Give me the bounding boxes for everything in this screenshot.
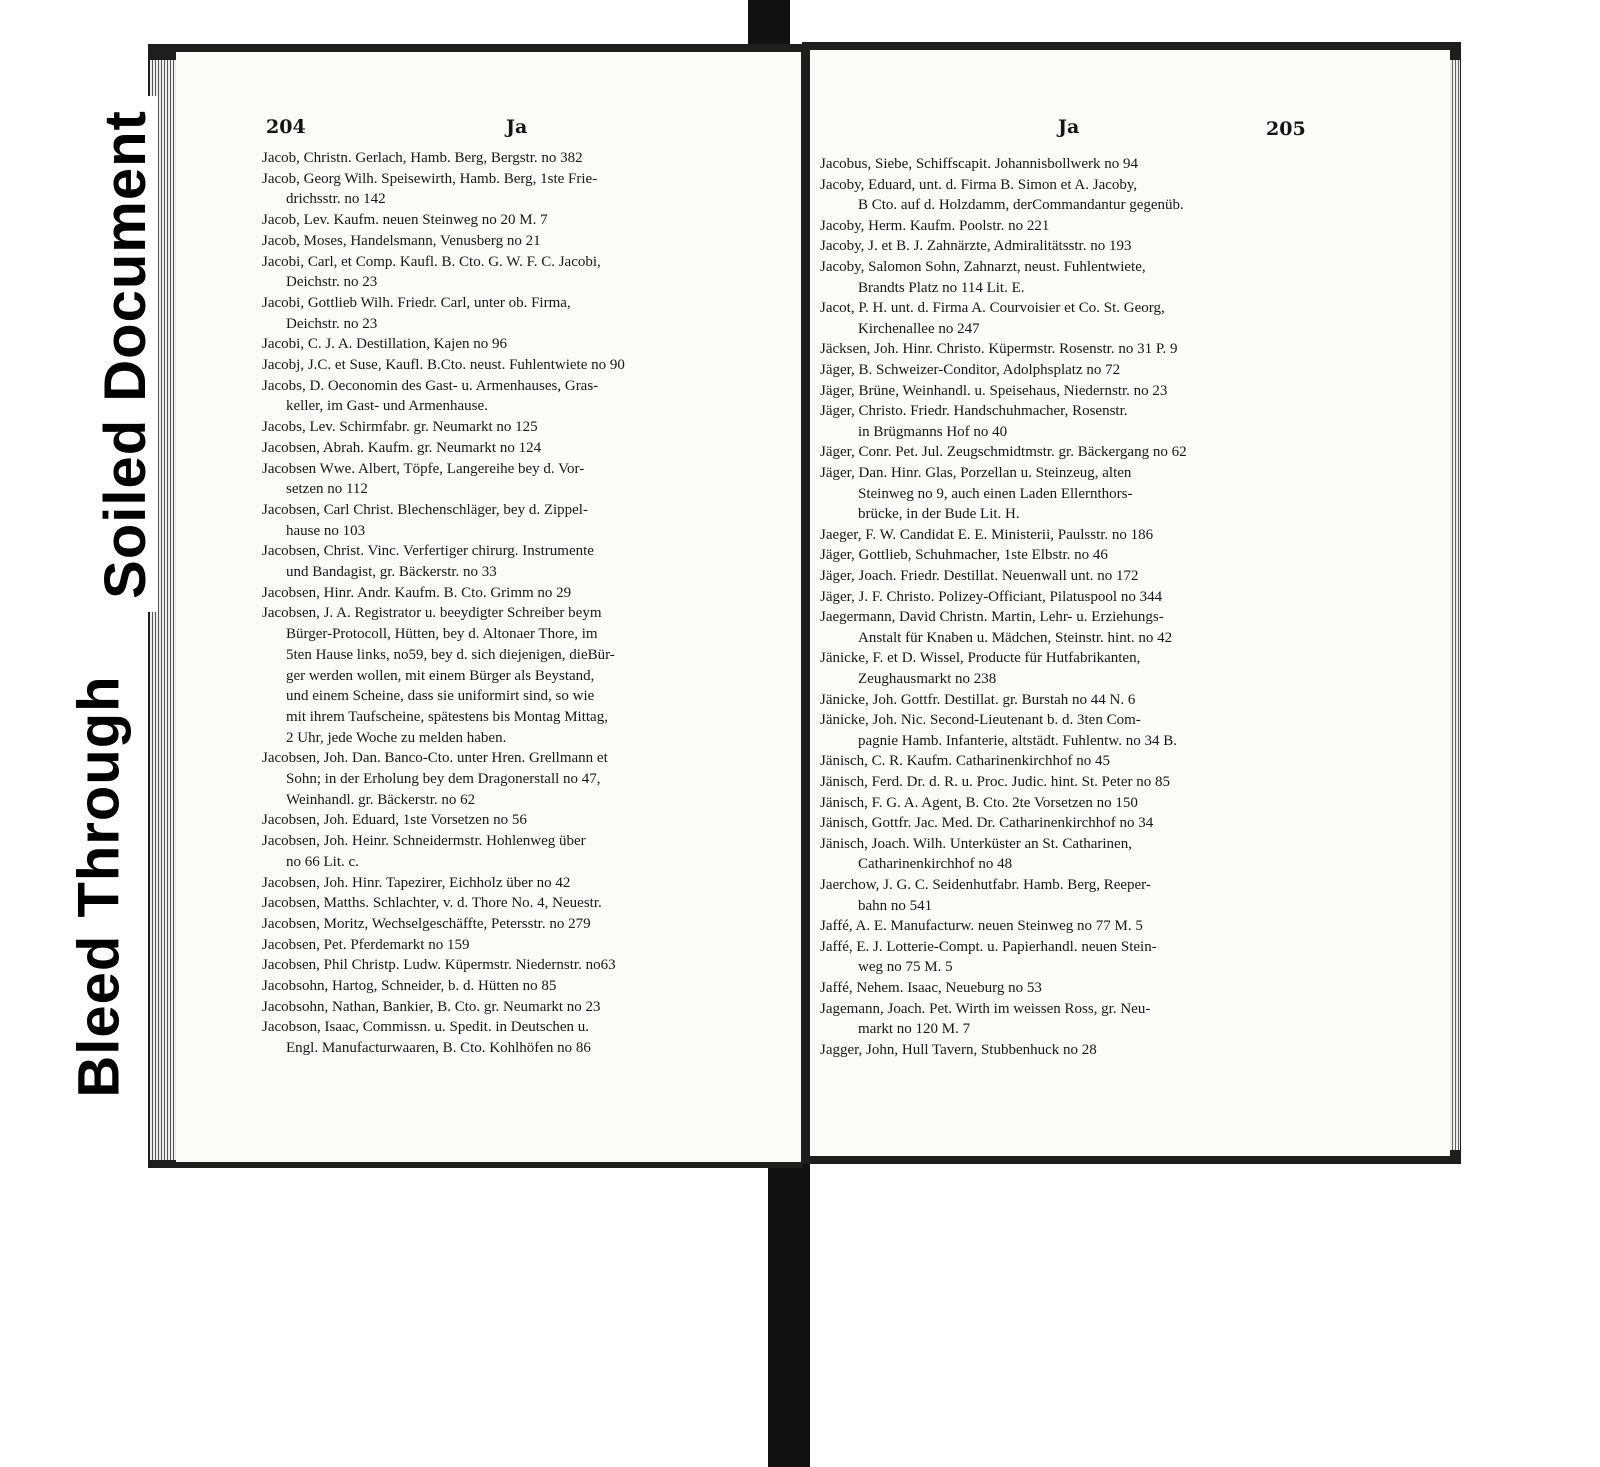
entry-line: Jacobsen, J. A. Registrator u. beeydigter Schreiber beym <box>262 605 602 622</box>
entry-line: Jaffé, E. J. Lotterie-Compt. u. Papierhandl. neuen Stein- <box>820 938 1157 955</box>
entry-line: Jacobsen, Pet. Pferdemarkt no 159 <box>262 936 470 953</box>
entry-line: Jacobsen, Joh. Eduard, 1ste Vorsetzen no 56 <box>262 812 527 829</box>
entry-line: Kirchenallee no 247 <box>858 320 980 337</box>
entry-line: Catharinenkirchhof no 48 <box>858 856 1013 873</box>
entry-line: brücke, in der Bude Lit. H. <box>858 506 1020 523</box>
entry-line: Jacoby, J. et B. J. Zahnärzte, Admiralitätsstr. no 193 <box>820 238 1132 255</box>
entry-line: Jänicke, Joh. Gottfr. Destillat. gr. Burstah no 44 N. 6 <box>820 691 1136 708</box>
entry-line: weg no 75 M. 5 <box>858 959 953 976</box>
entry-line: Jagemann, Joach. Pet. Wirth im weissen Ross, gr. Neu- <box>820 1000 1151 1017</box>
entry-line: Jacobj, J.C. et Suse, Kaufl. B.Cto. neust. Fuhlentwiete no 90 <box>262 357 625 373</box>
entry-line: Jäger, Joach. Friedr. Destillat. Neuenwall unt. no 172 <box>820 568 1139 584</box>
entry-line: Jänisch, Joach. Wilh. Unterküster an St. Catharinen, <box>820 835 1132 852</box>
left-page <box>176 52 801 1162</box>
entry-line: setzen no 112 <box>286 481 368 498</box>
entry-line: Jaegermann, David Christn. Martin, Lehr- u. Erziehungs- <box>820 609 1164 626</box>
entry-line: Jacobsen, Abrah. Kaufm. gr. Neumarkt no 124 <box>262 439 542 456</box>
right-running-head: Ja <box>1058 116 1080 138</box>
soiled-document-label: Soiled Document <box>92 109 158 599</box>
entry-line: Jaerchow, J. G. C. Seidenhutfabr. Hamb. Berg, Reeper- <box>820 877 1151 893</box>
entry-line: Jäger, Dan. Hinr. Glas, Porzellan u. Steinzeug, alten <box>820 465 1132 481</box>
entry-line: Jacobus, Siebe, Schiffscapit. Johannisbollwerk no 94 <box>820 156 1139 172</box>
entry-line: no 66 Lit. c. <box>286 853 359 870</box>
entry-line: drichsstr. no 142 <box>286 191 386 208</box>
entry-line: Jänisch, C. R. Kaufm. Catharinenkirchhof no 45 <box>820 753 1110 770</box>
entry-line: Jacobi, Carl, et Comp. Kaufl. B. Cto. G. W. F. C. Jacobi, <box>262 253 601 270</box>
entry-line: Jacobi, Gottlieb Wilh. Friedr. Carl, unter ob. Firma, <box>262 294 571 311</box>
entry-line: Jacobsohn, Nathan, Bankier, B. Cto. gr. Neumarkt no 23 <box>262 998 601 1015</box>
entry-line: und einem Scheine, dass sie uniformirt sind, so wie <box>286 688 595 705</box>
entry-line: Zeughausmarkt no 238 <box>858 671 997 687</box>
entry-line: B Cto. auf d. Holzdamm, derCommandantur gegenüb. <box>858 197 1184 214</box>
entry-line: Jänisch, Ferd. Dr. d. R. u. Proc. Judic. hint. St. Peter no 85 <box>820 774 1170 790</box>
entry-line: Jacobs, Lev. Schirmfabr. gr. Neumarkt no 125 <box>262 419 538 436</box>
entry-line: Brandts Platz no 114 Lit. E. <box>858 279 1025 296</box>
entry-line: Jänisch, Gottfr. Jac. Med. Dr. Catharinenkirchhof no 34 <box>820 815 1154 832</box>
entry-line: Jacobsen, Matths. Schlachter, v. d. Thore No. 4, Neuestr. <box>262 895 602 912</box>
entry-line: Jacobsen, Joh. Heinr. Schneidermstr. Hohlenweg über <box>262 833 586 850</box>
entry-line: in Brügmanns Hof no 40 <box>858 423 1008 440</box>
entry-line: Jacoby, Salomon Sohn, Zahnarzt, neust. Fuhlentwiete, <box>820 259 1146 275</box>
entry-line: Weinhandl. gr. Bäckerstr. no 62 <box>286 791 476 808</box>
entry-line: Jaffé, A. E. Manufacturw. neuen Steinweg no 77 M. 5 <box>820 918 1143 935</box>
entry-line: Jäger, B. Schweizer-Conditor, Adolphsplatz no 72 <box>820 362 1121 378</box>
entry-line: Jacob, Christn. Gerlach, Hamb. Berg, Bergstr. no 382 <box>262 150 583 166</box>
entry-line: Jacobsen, Joh. Hinr. Tapezirer, Eichholz über no 42 <box>262 874 571 891</box>
entry-line: Jaffé, Nehem. Isaac, Neueburg no 53 <box>820 980 1042 996</box>
entry-line: 2 Uhr, jede Woche zu melden haben. <box>286 729 507 746</box>
entry-line: Jacobsen, Phil Christp. Ludw. Küpermstr. Niedernstr. no63 <box>262 957 616 974</box>
entry-line: Jacobsen, Carl Christ. Blechenschläger, bey d. Zippel- <box>262 501 588 518</box>
entry-line: Steinweg no 9, auch einen Laden Ellernthors- <box>858 485 1133 502</box>
entry-line: Jänicke, Joh. Nic. Second-Lieutenant b. d. 3ten Com- <box>820 712 1141 729</box>
entry-line: Jäger, Christo. Friedr. Handschuhmacher, Rosenstr. <box>820 403 1128 420</box>
entry-line: Jänicke, F. et D. Wissel, Producte für Hutfabrikanten, <box>820 650 1141 667</box>
entry-line: Jäger, Conr. Pet. Jul. Zeugschmidtmstr. gr. Bäckergang no 62 <box>820 444 1187 461</box>
entry-line: Jaeger, F. W. Candidat E. E. Ministerii, Paulsstr. no 186 <box>820 526 1154 543</box>
entry-line: Jagger, John, Hull Tavern, Stubbenhuck no 28 <box>820 1041 1097 1058</box>
entry-line: Jacoby, Eduard, unt. d. Firma B. Simon et A. Jacoby, <box>820 176 1138 193</box>
left-page-number: 204 <box>266 116 306 138</box>
entry-line: Jäger, Brüne, Weinhandl. u. Speisehaus, Niedernstr. no 23 <box>820 382 1168 399</box>
entry-line: Sohn; in der Erholung bey dem Dragonerstall no 47, <box>286 771 601 787</box>
entry-line: Jacob, Moses, Handelsmann, Venusberg no 21 <box>262 232 541 249</box>
bleed-through-label: Bleed Through <box>66 674 132 1098</box>
entry-line: Anstalt für Knaben u. Mädchen, Steinstr. hint. no 42 <box>858 629 1173 646</box>
entry-line: bahn no 541 <box>858 897 933 914</box>
soiled-document-label-box <box>92 96 158 612</box>
entry-line: Jacob, Lev. Kaufm. neuen Steinweg no 20 M. 7 <box>262 212 548 229</box>
entry-line: Jäger, Gottlieb, Schuhmacher, 1ste Elbstr. no 46 <box>820 547 1108 564</box>
entry-line: markt no 120 M. 7 <box>858 1021 971 1038</box>
entry-line: hause no 103 <box>286 522 366 539</box>
entry-line: Jacobi, C. J. A. Destillation, Kajen no 96 <box>262 336 507 353</box>
entry-line: Jacobson, Isaac, Commissn. u. Spedit. in Deutschen u. <box>262 1019 590 1036</box>
entry-line: Jacobsen, Hinr. Andr. Kaufm. B. Cto. Grimm no 29 <box>262 584 572 601</box>
left-running-head: Ja <box>506 116 528 138</box>
entry-line: pagnie Hamb. Infanterie, altstädt. Fuhlentw. no 34 B. <box>858 732 1177 749</box>
entry-line: Jäcksen, Joh. Hinr. Christo. Küpermstr. Rosenstr. no 31 P. 9 <box>820 341 1178 358</box>
entry-line: Jacobs, D. Oeconomin des Gast- u. Armenhauses, Gras- <box>262 377 599 394</box>
bleed-through-label-box <box>64 648 134 1124</box>
entry-line: keller, im Gast- und Armenhause. <box>286 398 488 415</box>
entry-line: Bürger-Protocoll, Hütten, bey d. Altonaer Thore, im <box>286 626 598 643</box>
entry-line: Jacoby, Herm. Kaufm. Poolstr. no 221 <box>820 217 1050 234</box>
entry-line: Engl. Manufacturwaaren, B. Cto. Kohlhöfen no 86 <box>286 1040 591 1057</box>
entry-line: ger werden wollen, mit einem Bürger als Beystand, <box>286 667 595 684</box>
binding-strip-bottom <box>768 1148 810 1467</box>
entry-line: 5ten Hause links, no59, bey d. sich diejenigen, dieBür- <box>286 646 615 663</box>
entry-line: Jacobsen, Moritz, Wechselgeschäffte, Petersstr. no 279 <box>262 915 591 932</box>
entry-line: Deichstr. no 23 <box>286 315 378 332</box>
entry-line: Jacobsen Wwe. Albert, Töpfe, Langereihe bey d. Vor- <box>262 460 585 477</box>
entry-line: Deichstr. no 23 <box>286 274 378 291</box>
entry-line: Jäger, J. F. Christo. Polizey-Officiant, Pilatuspool no 344 <box>820 588 1163 605</box>
entry-line: Jänisch, F. G. A. Agent, B. Cto. 2te Vorsetzen no 150 <box>820 794 1138 811</box>
entry-line: Jacot, P. H. unt. d. Firma A. Courvoisier et Co. St. Georg, <box>820 300 1165 317</box>
entry-line: Jacobsen, Joh. Dan. Banco-Cto. unter Hren. Grellmann et <box>262 750 608 767</box>
right-page <box>810 50 1450 1156</box>
right-page-number: 205 <box>1266 118 1306 140</box>
entry-line: und Bandagist, gr. Bäckerstr. no 33 <box>286 564 497 580</box>
entry-line: mit ihrem Taufscheine, spätestens bis Montag Mittag, <box>286 708 608 725</box>
entry-line: Jacobsohn, Hartog, Schneider, b. d. Hütten no 85 <box>262 978 557 994</box>
entry-line: Jacob, Georg Wilh. Speisewirth, Hamb. Berg, 1ste Frie- <box>262 170 598 187</box>
entry-line: Jacobsen, Christ. Vinc. Verfertiger chirurg. Instrumente <box>262 543 594 560</box>
